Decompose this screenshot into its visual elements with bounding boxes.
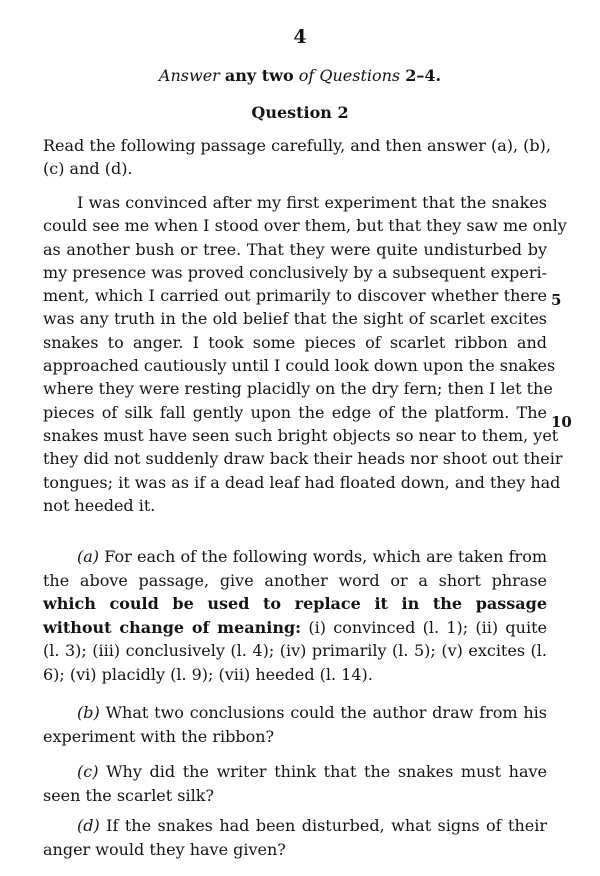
question-d-label: (d): [77, 816, 100, 835]
question-c: [43, 760, 547, 807]
answer-instruction: [0, 66, 600, 85]
question-a-bold-text: which could be used to replace it in the passage without change of meaning:: [43, 594, 547, 637]
passage-line-6: was any truth in the old belief that the sight of scarlet excites: [43, 309, 547, 329]
question-a: [43, 545, 547, 687]
question-c-text: Why did the writer think that the snakes must have seen the scarlet silk?: [43, 762, 548, 805]
passage-line-10: pieces of silk fall gently upon the edge of the platform. The: [43, 402, 547, 422]
instruction-range: 2–4.: [405, 66, 442, 85]
question-heading: Question 2: [251, 103, 349, 122]
passage-line-3: as another bush or tree. That they were quite undisturbed by: [43, 239, 547, 259]
instruction-mid: of Questions: [298, 66, 401, 85]
passage-line-4: my presence was proved conclusively by a subsequent experi-: [43, 262, 548, 282]
question-a-label: (a): [77, 547, 100, 566]
page-number: 4: [293, 26, 307, 48]
passage-line-11: snakes must have seen such bright objects so near to them, yet: [43, 425, 559, 445]
line-number-10: 10: [551, 413, 572, 431]
question-a-text: For each of the following words, which are taken from the above passage, give another word or a short phrase: [43, 547, 547, 590]
passage-line-8: approached cautiously until I could look down upon the snakes: [43, 356, 556, 376]
line-number-5: 5: [551, 291, 562, 309]
passage-line-1: I was convinced after my first experiment that the snakes: [77, 193, 547, 212]
question-intro: Read the following passage carefully, and then answer (a), (b), (c) and (d).: [43, 136, 551, 178]
question-d: [43, 814, 547, 861]
instruction-bold: any two: [224, 66, 294, 85]
passage-line-13: tongues; it was as if a dead leaf had floated down, and they had: [43, 472, 561, 492]
question-a-word-list: (i) convinced (l. 1); (ii) quite (l. 3); (iii) conclusively (l. 4); (iv) primarily (l. 5); (v) excites (l. 6); (vi) placidly (l. 9); (vii) heeded (l. 14).: [43, 617, 547, 684]
passage-line-5: ment, which I carried out primarily to discover whether there: [43, 286, 547, 306]
passage-line-12: they did not suddenly draw back their heads nor shoot out their: [43, 449, 563, 469]
passage-line-9: where they were resting placidly on the dry fern; then I let the: [43, 379, 553, 399]
question-d-text: If the snakes had been disturbed, what signs of their anger would they have given?: [43, 816, 547, 859]
passage-line-2: could see me when I stood over them, but that they saw me only: [43, 216, 567, 236]
question-b-label: (b): [77, 703, 100, 722]
passage-line-14: not heeded it.: [43, 495, 156, 515]
question-c-label: (c): [77, 762, 99, 781]
passage-line-7: snakes to anger. I took some pieces of scarlet ribbon and: [43, 332, 547, 352]
instruction-pre: Answer: [158, 66, 220, 85]
question-b-text: What two conclusions could the author draw from his experiment with the ribbon?: [43, 703, 547, 746]
question-b: [43, 701, 547, 748]
